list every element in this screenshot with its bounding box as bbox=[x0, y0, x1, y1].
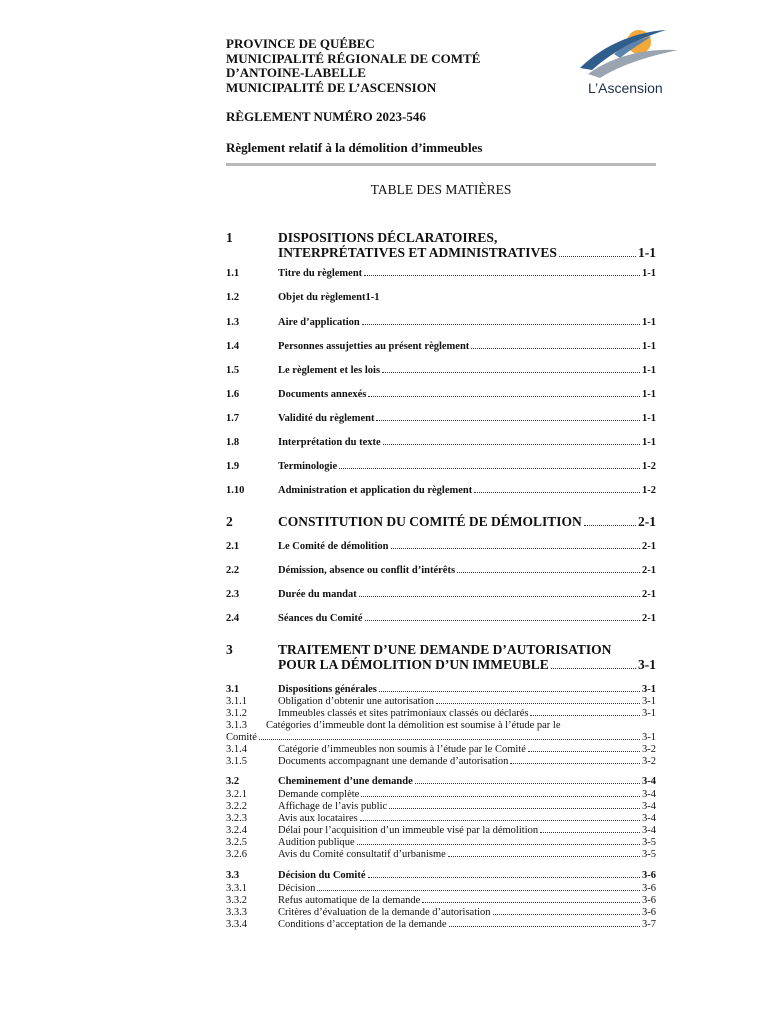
section-title: Aire d’application bbox=[278, 317, 360, 328]
leader-dots bbox=[360, 820, 640, 821]
leader-dots bbox=[551, 668, 636, 669]
subsection-page: 3-1 bbox=[642, 708, 656, 719]
chapter-title-line1: DISPOSITIONS DÉCLARATOIRES, bbox=[278, 230, 498, 245]
subsection-page: 3-4 bbox=[642, 825, 656, 836]
subsection-title: Avis du Comité consultatif d’urbanisme bbox=[278, 849, 446, 860]
subsection-title: Documents accompagnant une demande d’autorisation bbox=[278, 756, 509, 767]
reglement-title: Règlement relatif à la démolition d’immeubles bbox=[226, 140, 483, 155]
subsection-title: Refus automatique de la demande bbox=[278, 895, 421, 906]
subsection-page: 3-4 bbox=[642, 789, 656, 800]
subsection-page: 3-6 bbox=[642, 883, 656, 894]
section-page: 1-1 bbox=[642, 389, 656, 400]
section-title: Durée du mandat bbox=[278, 589, 357, 600]
subsection-number: 3.3.4 bbox=[226, 919, 247, 930]
section-number: 3.1 bbox=[226, 684, 240, 695]
chapter-title-line2: POUR LA DÉMOLITION D’UN IMMEUBLE bbox=[278, 657, 549, 672]
section-page: 3-6 bbox=[642, 870, 656, 881]
leader-dots bbox=[510, 763, 640, 764]
section-number: 3.3 bbox=[226, 870, 240, 881]
leader-dots bbox=[368, 877, 641, 878]
subsection-page: 3-5 bbox=[642, 849, 656, 860]
chapter-title-line1: CONSTITUTION DU COMITÉ DE DÉMOLITION bbox=[278, 514, 582, 529]
leader-dots bbox=[449, 926, 640, 927]
leader-dots bbox=[448, 856, 640, 857]
leader-dots bbox=[382, 372, 640, 373]
subsection-page: 3-4 bbox=[642, 813, 656, 824]
subsection-title: Immeubles classés et sites patrimoniaux classés ou déclarés bbox=[278, 708, 529, 719]
subsection-number: 3.2.3 bbox=[226, 813, 247, 824]
leader-dots bbox=[359, 596, 640, 597]
leader-dots bbox=[361, 796, 640, 797]
section-title: Titre du règlement bbox=[278, 268, 363, 279]
subsection-number: 3.3.2 bbox=[226, 895, 247, 906]
header-line-mrc-name: D’ANTOINE-LABELLE bbox=[226, 65, 366, 80]
subsection-page: 3-2 bbox=[642, 756, 656, 767]
subsection-number: 3.1.4 bbox=[226, 744, 247, 755]
leader-dots bbox=[436, 703, 640, 704]
leader-dots bbox=[339, 468, 640, 469]
logo-wordmark: L’Ascension bbox=[588, 80, 663, 96]
leader-dots bbox=[379, 691, 640, 692]
section-title: Démission, absence ou conflit d’intérêts bbox=[278, 565, 456, 576]
section-title: Le Comité de démolition bbox=[278, 541, 389, 552]
leader-dots bbox=[457, 572, 640, 573]
leader-dots bbox=[317, 890, 640, 891]
header-divider bbox=[226, 163, 656, 166]
subsection-number: 3.1.2 bbox=[226, 708, 247, 719]
chapter-page: 1-1 bbox=[638, 245, 656, 260]
subsection-page: 3-6 bbox=[642, 907, 656, 918]
leader-dots bbox=[528, 751, 640, 752]
leader-dots bbox=[559, 256, 636, 257]
section-number: 1.4 bbox=[226, 341, 240, 352]
subsection-page: 3-4 bbox=[642, 801, 656, 812]
section-title: Décision du Comité bbox=[278, 870, 366, 881]
section-number: 1.6 bbox=[226, 389, 240, 400]
subsection-page: 3-5 bbox=[642, 837, 656, 848]
toc-title: TABLE DES MATIÈRES bbox=[370, 182, 512, 197]
subsection-page: 3-2 bbox=[642, 744, 656, 755]
subsection-title: Délai pour l’acquisition d’un immeuble visé par la démolition bbox=[278, 825, 539, 836]
leader-dots bbox=[584, 525, 636, 526]
section-title: Objet du règlement1-1 bbox=[278, 292, 380, 303]
leader-dots bbox=[471, 348, 640, 349]
leader-dots bbox=[368, 396, 640, 397]
leader-dots bbox=[362, 324, 640, 325]
section-number: 2.1 bbox=[226, 541, 240, 552]
section-number: 1.2 bbox=[226, 292, 240, 303]
subsection-number: 3.2.1 bbox=[226, 789, 247, 800]
leader-dots bbox=[391, 548, 640, 549]
section-page: 2-1 bbox=[642, 589, 656, 600]
subsection-number: 3.2.4 bbox=[226, 825, 247, 836]
section-title: Documents annexés bbox=[278, 389, 367, 400]
section-title: Séances du Comité bbox=[278, 613, 363, 624]
subsection-number: 3.1.1 bbox=[226, 696, 247, 707]
subsection-page: 3-1 bbox=[642, 732, 656, 743]
subsection-page: 3-7 bbox=[642, 919, 656, 930]
section-page: 1-1 bbox=[642, 365, 656, 376]
leader-dots bbox=[493, 914, 640, 915]
leader-dots bbox=[540, 832, 640, 833]
subsection-number: 3.2.6 bbox=[226, 849, 247, 860]
subsection-title: Critères d’évaluation de la demande d’autorisation bbox=[278, 907, 491, 918]
chapter-number: 1 bbox=[226, 230, 233, 245]
reglement-number: RÈGLEMENT NUMÉRO 2023-546 bbox=[226, 109, 426, 124]
subsection-page: 3-6 bbox=[642, 895, 656, 906]
subsection-number: 3.3.1 bbox=[226, 883, 247, 894]
section-number: 1.7 bbox=[226, 413, 240, 424]
section-number: 1.9 bbox=[226, 461, 240, 472]
section-page: 1-1 bbox=[642, 268, 656, 279]
section-page: 1-1 bbox=[642, 317, 656, 328]
section-number: 1.8 bbox=[226, 437, 240, 448]
subsection-title: Obligation d’obtenir une autorisation bbox=[278, 696, 435, 707]
leader-dots bbox=[365, 620, 640, 621]
section-page: 1-2 bbox=[642, 461, 656, 472]
section-title: Le règlement et les lois bbox=[278, 365, 381, 376]
section-page: 1-1 bbox=[642, 341, 656, 352]
section-title: Cheminement d’une demande bbox=[278, 776, 413, 787]
chapter-page: 3-1 bbox=[638, 657, 656, 672]
subsection-number: 3.1.5 bbox=[226, 756, 247, 767]
subsection-page: 3-1 bbox=[642, 696, 656, 707]
section-page: 1-1 bbox=[642, 437, 656, 448]
section-number: 2.4 bbox=[226, 613, 240, 624]
leader-dots bbox=[422, 902, 640, 903]
section-number: 1.10 bbox=[226, 485, 245, 496]
chapter-number: 3 bbox=[226, 642, 233, 657]
section-title: Administration et application du règlement bbox=[278, 485, 473, 496]
leader-dots bbox=[364, 275, 640, 276]
subsection-title-line1: Catégories d’immeuble dont la démolition est soumise à l’étude par le bbox=[266, 720, 561, 731]
leader-dots bbox=[357, 844, 640, 845]
subsection-title: Décision bbox=[278, 883, 316, 894]
section-page: 2-1 bbox=[642, 613, 656, 624]
section-title: Dispositions générales bbox=[278, 684, 377, 695]
subsection-title-line2: Comité bbox=[226, 732, 257, 743]
section-number: 2.2 bbox=[226, 565, 240, 576]
section-title: Personnes assujetties au présent règlement bbox=[278, 341, 470, 352]
section-number: 3.2 bbox=[226, 776, 240, 787]
leader-dots bbox=[474, 492, 640, 493]
section-number: 1.3 bbox=[226, 317, 240, 328]
chapter-number: 2 bbox=[226, 514, 233, 529]
section-page: 2-1 bbox=[642, 541, 656, 552]
leader-dots bbox=[383, 444, 640, 445]
section-page: 1-1 bbox=[642, 413, 656, 424]
header-line-province: PROVINCE DE QUÉBEC bbox=[226, 36, 375, 51]
subsection-title: Demande complète bbox=[278, 789, 360, 800]
chapter-page: 2-1 bbox=[638, 514, 656, 529]
section-page: 2-1 bbox=[642, 565, 656, 576]
subsection-number: 3.1.3 bbox=[226, 720, 247, 731]
section-page: 1-2 bbox=[642, 485, 656, 496]
subsection-number: 3.3.3 bbox=[226, 907, 247, 918]
subsection-number: 3.2.2 bbox=[226, 801, 247, 812]
chapter-title-line2: INTERPRÉTATIVES ET ADMINISTRATIVES bbox=[278, 245, 557, 260]
section-page: 3-1 bbox=[642, 684, 656, 695]
header-line-mrc: MUNICIPALITÉ RÉGIONALE DE COMTÉ bbox=[226, 50, 481, 66]
subsection-title: Audition publique bbox=[278, 837, 355, 848]
leader-dots bbox=[530, 715, 640, 716]
section-title: Validité du règlement bbox=[278, 413, 375, 424]
section-title: Terminologie bbox=[278, 461, 338, 472]
leader-dots bbox=[415, 783, 640, 784]
subsection-title: Affichage de l’avis public bbox=[278, 801, 388, 812]
leader-dots bbox=[259, 739, 640, 740]
subsection-title: Conditions d’acceptation de la demande bbox=[278, 919, 447, 930]
section-number: 2.3 bbox=[226, 589, 240, 600]
section-number: 1.1 bbox=[226, 268, 240, 279]
leader-dots bbox=[389, 808, 640, 809]
document-header bbox=[226, 37, 480, 95]
leader-dots bbox=[376, 420, 640, 421]
section-page: 3-4 bbox=[642, 776, 656, 787]
section-title: Interprétation du texte bbox=[278, 437, 381, 448]
subsection-number: 3.2.5 bbox=[226, 837, 247, 848]
subsection-title: Catégorie d’immeubles non soumis à l’étude par le Comité bbox=[278, 744, 526, 755]
section-number: 1.5 bbox=[226, 365, 240, 376]
subsection-title: Avis aux locataires bbox=[278, 813, 358, 824]
chapter-title-line1: TRAITEMENT D’UNE DEMANDE D’AUTORISATION bbox=[278, 642, 612, 657]
header-line-municipality: MUNICIPALITÉ DE L’ASCENSION bbox=[226, 79, 437, 95]
